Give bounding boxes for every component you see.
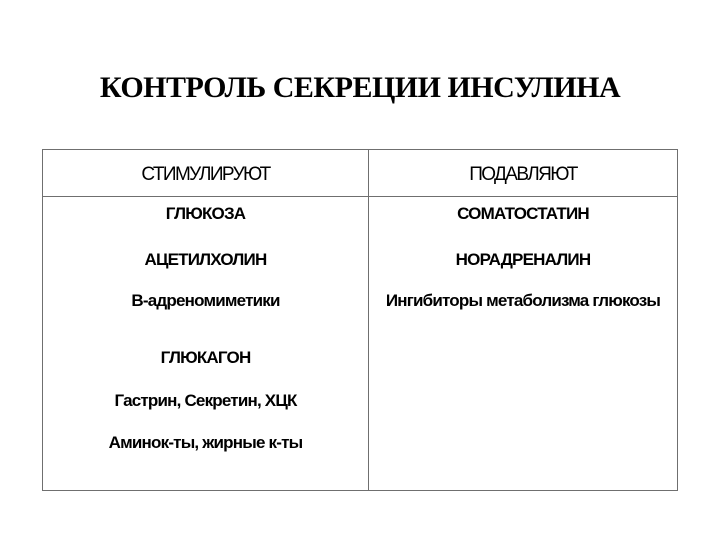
suppressor-somatostatin: СОМАТОСТАТИН bbox=[457, 204, 589, 223]
suppressor-noradrenaline: НОРАДРЕНАЛИН bbox=[455, 250, 591, 269]
suppressor-glucose-metabolism-inhibitors: Ингибиторы метаболизма глюкозы bbox=[385, 291, 661, 310]
stimulator-glucagon: ГЛЮКАГОН bbox=[160, 348, 251, 367]
column-divider bbox=[368, 150, 369, 490]
header-suppress: ПОДАВЛЯЮТ bbox=[469, 164, 577, 185]
regulation-table bbox=[42, 149, 678, 491]
stimulator-glucose: ГЛЮКОЗА bbox=[165, 204, 246, 223]
header-divider bbox=[43, 196, 677, 197]
stimulator-adrenomimetics: В-адреномиметики bbox=[131, 291, 280, 310]
stimulator-gastrin-secretin-cck: Гастрин, Секретин, ХЦК bbox=[114, 391, 297, 410]
stimulator-amino-fatty-acids: Аминок-ты, жирные к-ты bbox=[108, 433, 303, 452]
stimulator-acetylcholine: АЦЕТИЛХОЛИН bbox=[144, 250, 267, 269]
header-stimulate: СТИМУЛИРУЮТ bbox=[141, 164, 270, 185]
slide-title: КОНТРОЛЬ СЕКРЕЦИИ ИНСУЛИНА bbox=[99, 71, 621, 104]
